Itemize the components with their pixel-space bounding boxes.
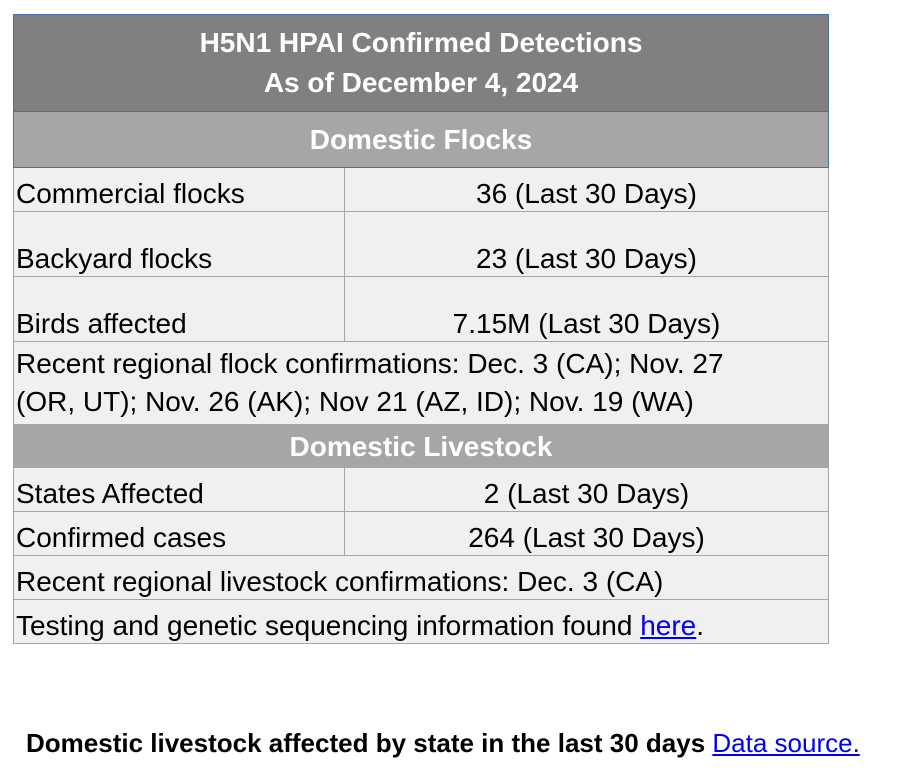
recent-livestock-confirmations: Recent regional livestock confirmations: Dec. 3 (CA) xyxy=(14,556,829,600)
row-label-backyard: Backyard flocks xyxy=(14,212,345,277)
table-title xyxy=(14,15,829,112)
footer-caption xyxy=(26,728,860,759)
row-value-commercial: 36 (Last 30 Days) xyxy=(345,168,829,212)
row-value-birds: 7.15M (Last 30 Days) xyxy=(345,277,829,342)
row-label-commercial: Commercial flocks xyxy=(14,168,345,212)
table-title-line1: H5N1 HPAI Confirmed Detections xyxy=(199,27,643,58)
table-title-line2: As of December 4, 2024 xyxy=(263,67,579,98)
data-source-link[interactable]: Data source. xyxy=(712,728,860,758)
row-value-states: 2 (Last 30 Days) xyxy=(345,468,829,512)
row-label-birds: Birds affected xyxy=(14,277,345,342)
recent-flock-line2: (OR, UT); Nov. 26 (AK); Nov 21 (AZ, ID); Nov. 19 (WA) xyxy=(16,386,694,417)
row-label-cases: Confirmed cases xyxy=(14,512,345,556)
section-heading-flocks: Domestic Flocks xyxy=(14,112,829,168)
row-value-cases: 264 (Last 30 Days) xyxy=(345,512,829,556)
row-value-backyard: 23 (Last 30 Days) xyxy=(345,212,829,277)
recent-flock-line1: Recent regional flock confirmations: Dec. 3 (CA); Nov. 27 xyxy=(16,348,724,379)
testing-info-text: Testing and genetic sequencing information found xyxy=(16,610,641,641)
detections-table xyxy=(13,14,829,644)
testing-info-link[interactable]: here xyxy=(640,610,697,641)
recent-flock-confirmations xyxy=(14,342,829,425)
row-label-states: States Affected xyxy=(14,468,345,512)
testing-info-row xyxy=(14,600,829,644)
testing-info-suffix: . xyxy=(696,610,705,641)
section-heading-livestock: Domestic Livestock xyxy=(14,425,829,468)
footer-caption-text: Domestic livestock affected by state in the last 30 days xyxy=(26,728,713,758)
